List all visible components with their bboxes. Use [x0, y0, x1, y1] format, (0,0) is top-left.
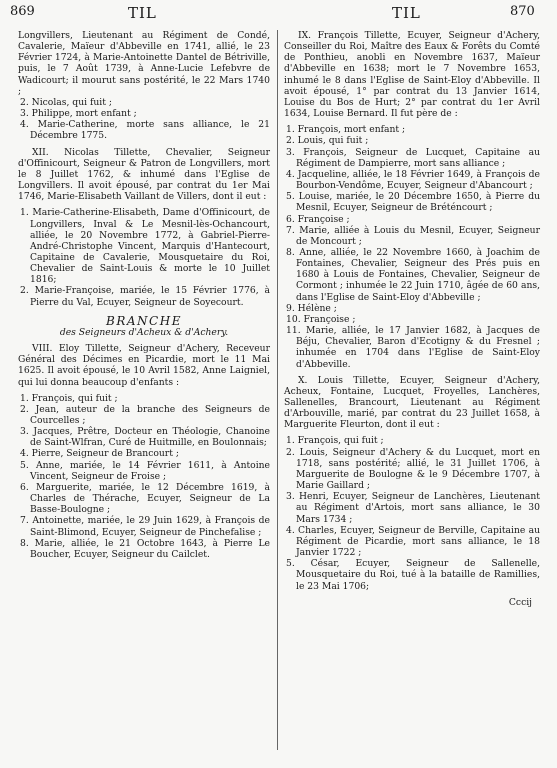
right-column-paragraph: 4. Charles, Ecuyer, Seigneur de Berville, Capitaine au Régiment de Picardie, mort sans alliance, le 18 Janvier 1722 ;	[286, 524, 540, 559]
left-column-paragraph: 2. Nicolas, qui fuit ;	[20, 96, 112, 108]
left-column-paragraph: 5. Anne, mariée, le 14 Février 1611, à Antoine Vincent, Seigneur de Froise ;	[20, 459, 270, 482]
left-column-paragraph: 1. Marie-Catherine-Elisabeth, Dame d'Offinicourt, de Longvillers, Inval & Le Mesnil-lès-Ochancourt, alliée, le 20 Novembre 1772, à Gabriel-Pierre-André-Christophe Vincent, Marquis d'Hantecourt, Capitaine de Cavalerie, Mousquetaire du Roi, Chevalier de Saint-Louis & morte le 10 Juillet 1816;	[20, 207, 270, 286]
left-column-paragraph: XII. Nicolas Tillette, Chevalier, Seigneur d'Offinicourt, Seigneur & Patron de Longvillers, mort le 8 Juillet 1762, & inhumé dans l'Eglise de Longvillers. Il avoit épousé, par contrat du 1er Mai 1746, Marie-Elisabeth Vaillant de Villers, dont il eut :	[18, 146, 270, 203]
right-column	[284, 30, 540, 608]
left-column-paragraph: 2. Jean, auteur de la branche des Seigneurs de Courcelles ;	[20, 403, 270, 426]
left-column-paragraph: 3. Philippe, mort enfant ;	[20, 108, 137, 120]
right-column-paragraph: IX. François Tillette, Ecuyer, Seigneur d'Achery, Conseiller du Roi, Maître des Eaux & Forêts du Comté de Ponthieu, anobli en Novembre 1637, Maïeur d'Abbeville en 1638; mort le 7 Novembre 1653, inhumé le 8 dans l'Eglise de Saint-Eloy d'Abbeville. Il avoit épousé, 1° par contrat du 13 Janvier 1614, Louise du Bos de Hurt; 2° par contrat du 1er Avril 1634, Louise Bernard. Il fut père de :	[284, 30, 540, 120]
right-column-paragraph: Cccij	[508, 596, 532, 608]
right-column-paragraph: 3. François, Seigneur de Lucquet, Capitaine au Régiment de Dampierre, mort sans alliance ;	[286, 146, 540, 169]
left-column-paragraph: 2. Marie-Françoise, mariée, le 15 Février 1776, à Pierre du Val, Ecuyer, Seigneur de Soyecourt.	[20, 285, 270, 308]
left-column-paragraph: 4. Pierre, Seigneur de Brancourt ;	[20, 448, 179, 460]
right-column-paragraph: 6. Françoise ;	[286, 213, 350, 225]
right-column-paragraph: 1. François, mort enfant ;	[286, 124, 406, 136]
page-number-right: 870	[510, 4, 535, 19]
left-column-paragraph: 8. Marie, alliée, le 21 Octobre 1643, à Pierre Le Boucher, Ecuyer, Seigneur du Cailclet.	[20, 537, 270, 560]
left-column-paragraph: BRANCHE	[106, 313, 182, 328]
left-column-paragraph: VIII. Eloy Tillette, Seigneur d'Achery, Receveur Général des Décimes en Picardie, mort le 11 Mai 1625. Il avoit épousé, le 10 Avril 1582, Anne Laigniel, qui lui donna beaucoup d'enfants :	[18, 343, 270, 388]
left-column-paragraph: 7. Antoinette, mariée, le 29 Juin 1629, à François de Saint-Blimond, Ecuyer, Seigneur de Pinchefalise ;	[20, 515, 270, 538]
running-head-right: TIL	[392, 4, 421, 22]
right-column-paragraph: 7. Marie, alliée à Louis du Mesnil, Ecuyer, Seigneur de Moncourt ;	[286, 224, 540, 247]
right-column-paragraph: 2. Louis, Seigneur d'Achery & du Lucquet, mort en 1718, sans postérité; allié, le 31 Juillet 1706, à Marguerite de Boulogne & le 9 Décembre 1707, à Marie Gaillard ;	[286, 446, 540, 492]
right-column-paragraph: 5. Louise, mariée, le 20 Décembre 1650, à Pierre du Mesnil, Ecuyer, Seigneur de Bréténcourt ;	[286, 191, 540, 214]
left-column	[18, 30, 270, 560]
right-column-paragraph: 11. Marie, alliée, le 17 Janvier 1682, à Jacques de Béju, Chevalier, Baron d'Ecotigny & du Fresnel ; inhumée en 1704 dans l'Eglise de Saint-Eloy d'Abbeville.	[286, 325, 540, 370]
left-column-paragraph: Longvillers, Lieutenant au Régiment de Condé, Cavalerie, Maïeur d'Abbeville en 1741, allié, le 23 Février 1724, à Marie-Antoinette Dantel de Bétriville, puis, le 7 Août 1739, à Anne-Lucie Lefebvre de Wadicourt; il mourut sans postérité, le 22 Mars 1740 ;	[18, 30, 270, 97]
running-head-left: TIL	[128, 4, 157, 22]
column-divider	[277, 30, 278, 750]
left-column-paragraph: 4. Marie-Catherine, morte sans alliance, le 21 Décembre 1775.	[20, 119, 270, 142]
right-column-paragraph: 9. Hélène ;	[286, 302, 337, 314]
left-column-paragraph: des Seigneurs d'Acheux & d'Achery.	[59, 326, 229, 338]
right-column-paragraph: 5. César, Ecuyer, Seigneur de Sallenelle, Mousquetaire du Roi, tué à la bataille de Ramillies, le 23 Mai 1706;	[286, 558, 540, 592]
left-column-paragraph: 6. Marguerite, mariée, le 12 Décembre 1619, à Charles de Thérache, Ecuyer, Seigneur de La Basse-Boulogne ;	[20, 481, 270, 516]
right-column-paragraph: 3. Henri, Ecuyer, Seigneur de Lanchères, Lieutenant au Régiment d'Artois, mort sans alliance, le 30 Mars 1734 ;	[286, 491, 540, 525]
right-column-paragraph: 10. Françoise ;	[286, 313, 356, 325]
left-column-paragraph: 1. François, qui fuit ;	[20, 392, 118, 404]
right-column-paragraph: 8. Anne, alliée, le 22 Novembre 1660, à Joachim de Fontaines, Chevalier, Seigneur des Prés puis en 1680 à Louis de Fontaines, Chevalier, Seigneur de Cormont ; inhumée le 22 Juin 1710, âgée de 60 ans, dans l'Eglise de Saint-Eloy d'Abbeville ;	[286, 246, 540, 303]
left-column-paragraph: 3. Jacques, Prêtre, Docteur en Théologie, Chanoine de Saint-Wlfran, Curé de Huitmille, en Boulonnais;	[20, 426, 270, 449]
page-number-left: 869	[10, 4, 35, 19]
right-column-paragraph: 1. François, qui fuit ;	[286, 435, 384, 447]
right-column-paragraph: 2. Louis, qui fuit ;	[286, 135, 369, 147]
right-column-paragraph: 4. Jacqueline, alliée, le 18 Février 1649, à François de Bourbon-Vendôme, Ecuyer, Seigneur d'Abancourt ;	[286, 168, 540, 192]
right-column-paragraph: X. Louis Tillette, Ecuyer, Seigneur d'Achery, Acheux, Fontaine, Lucquet, Froyelles, Lanchères, Sallenelles, Brancourt, Lieutenant au Régiment d'Arbouville, marié, par contrat du 23 Juillet 1658, à Marguerite Fleurton, dont il eut :	[284, 374, 540, 431]
